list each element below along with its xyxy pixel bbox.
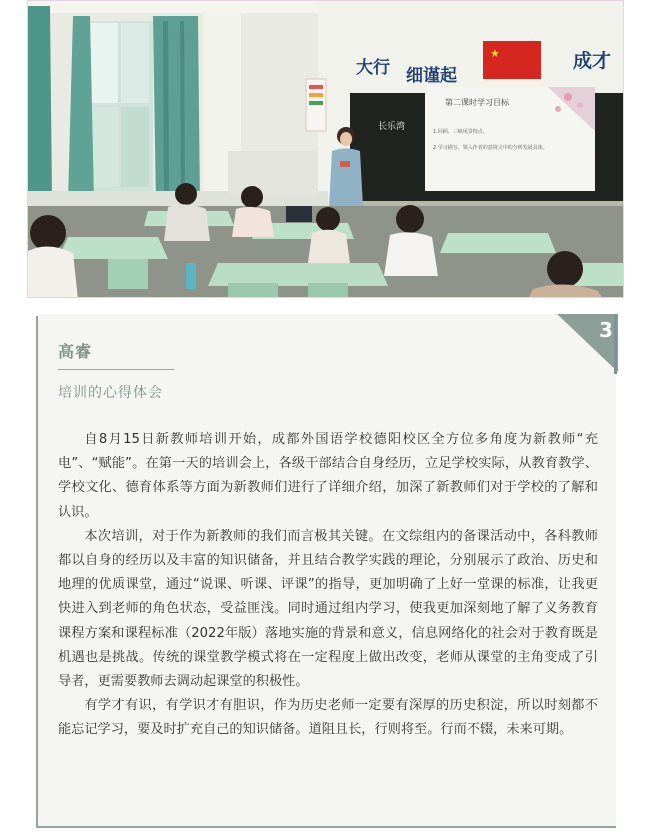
- slide-title: 第二课时学习目标: [445, 98, 509, 107]
- article-body: [58, 428, 598, 743]
- author-name: 高睿: [58, 342, 93, 361]
- classroom-scene: [28, 1, 624, 298]
- paragraph-3: 有学才有识，有学识才有胆识，作为历史老师一定要有深厚的历史积淀，所以时刻都不能忘记学习，要及时扩充自己的知识储备。道阻且长，行则将至。行而不辍，未来可期。: [58, 698, 598, 738]
- classroom-photo: [27, 0, 624, 298]
- slide-line-1: 1.回顾、三峡风景特点。: [433, 129, 488, 135]
- section-number: 3: [599, 318, 613, 342]
- card-left-border: [36, 316, 38, 828]
- student-figure: [28, 246, 78, 298]
- card-bottom-border: [36, 826, 616, 828]
- board-label: 长乐湾: [378, 122, 406, 132]
- paragraph-2: 本次培训，对于作为新教师的我们而言极其关键。在文综组内的备课活动中，各科教师都以自身的经历以及丰富的知识储备，并且结合教学实践的理论，分别展示了政治、历史和地理的优质课堂，通过“说课、听课、评课”的指导，更加明确了上好一堂课的标准，让我更快进入到老师的角色状态，受益匪浅。同时通过组内学习，使我更加深刻地了解了义务教育课程方案和课程标准（2022年版）落地实施的背景和意义，信息网络化的社会对于教育既是机遇也是挑战。传统的课堂教学模式将在一定程度上做出改变，老师从课堂的主角变成了引导者，更需要教师去调动起课堂的积极性。: [58, 528, 598, 690]
- section-subtitle: 培训的心得体会: [58, 385, 163, 401]
- svg-text:★: ★: [490, 47, 500, 60]
- banner-left-text: 大行: [356, 58, 390, 78]
- paragraph-1: 自8月15日新教师培训开始，成都外国语学校德阳校区全方位多角度为新教师“充电”、“赋能”。在第一天的培训会上，各级干部结合自身经历，立足学校实际，从教育教学、学校文化、德育体系等方面为新教师们进行了详细介绍，加深了新教师们对于学校的了解和认识。: [58, 432, 598, 520]
- slide-line-2: 2.学习描写、领入作者的意境文中的分析发展具体。: [433, 145, 548, 151]
- banner-right-text: 成才: [573, 50, 612, 72]
- title-divider: [58, 369, 174, 370]
- desk: [208, 263, 388, 286]
- banner-mid-text: 细谨起: [406, 66, 457, 86]
